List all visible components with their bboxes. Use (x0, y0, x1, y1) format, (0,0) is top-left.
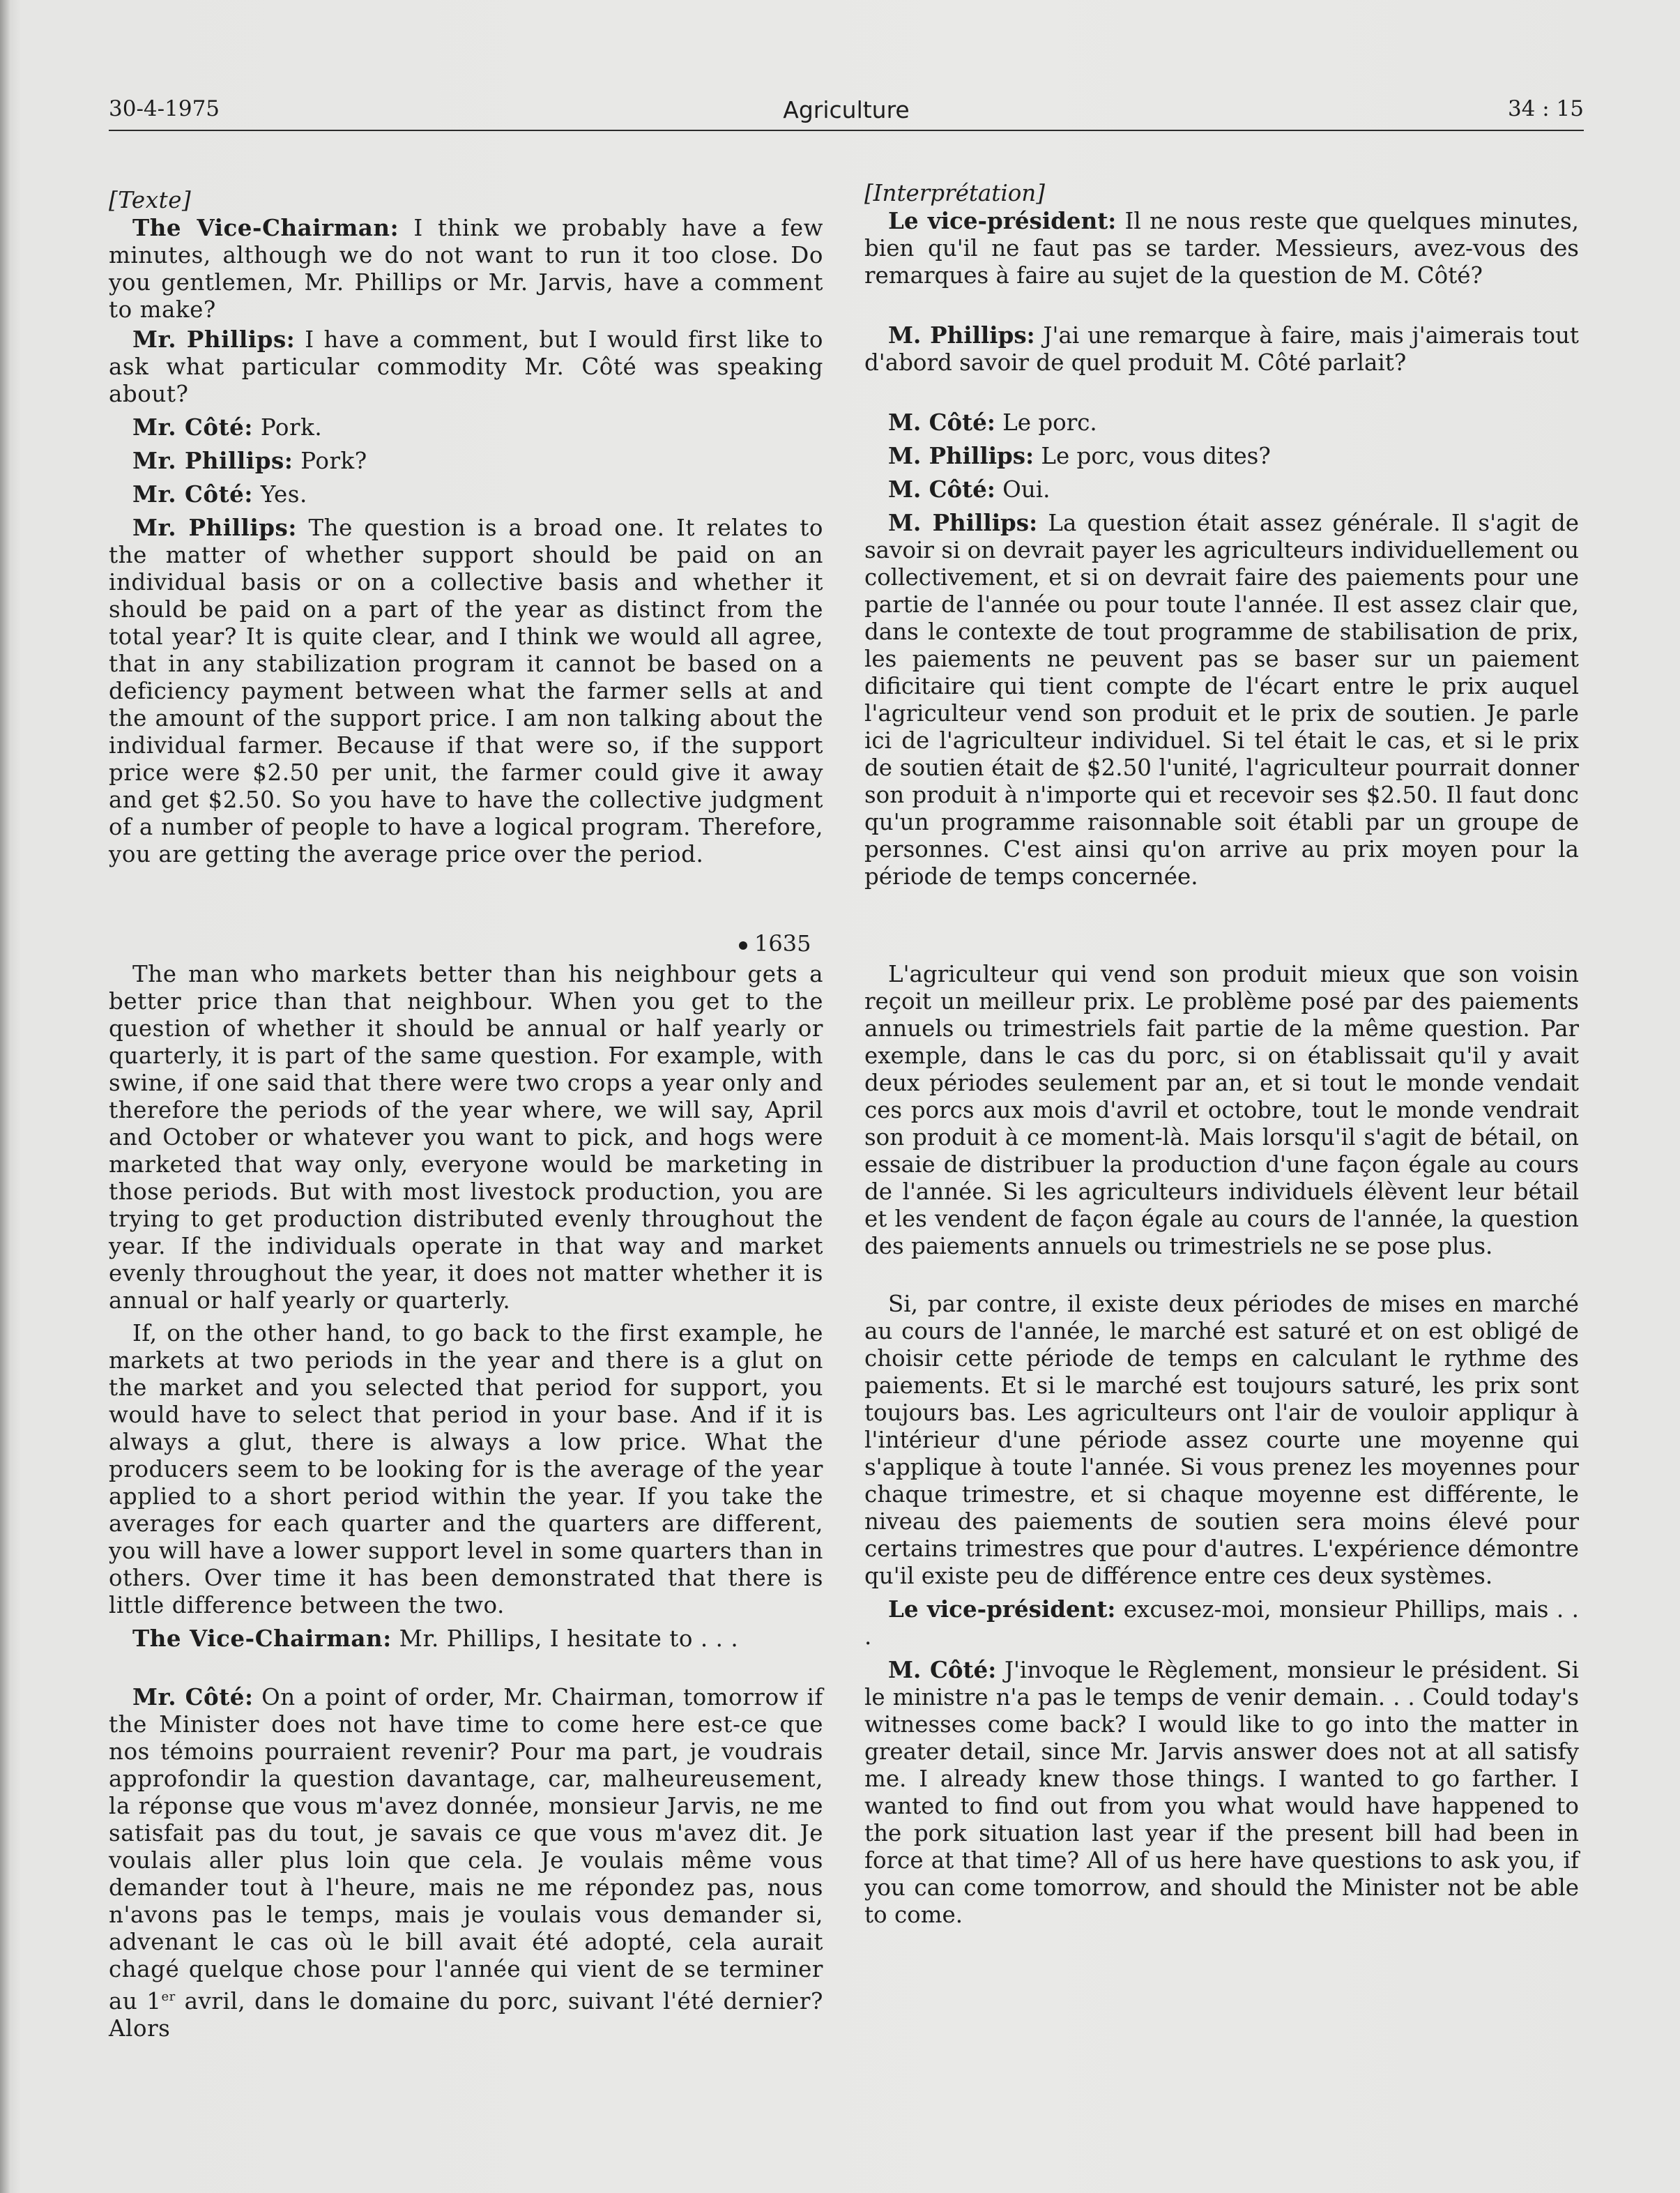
paragraph (864, 1291, 1579, 1590)
speaker-name: M. Côté: (888, 1656, 997, 1683)
paragraph (864, 321, 1579, 377)
paragraph (864, 1595, 1579, 1651)
speech-text: J'ai une remarque à faire, mais j'aimerais tout d'abord savoir de quel produit M. Côté parlait? (864, 322, 1579, 376)
superscript: er (161, 1989, 176, 2004)
speech-text: Yes. (252, 481, 307, 508)
speech-text: I think we probably have a few minutes, although we do not want to run it too close. Do you gentlemen, Mr. Phillips or Mr. Jarvis, have a comment to make? (109, 215, 823, 323)
speaker-name: Mr. Phillips: (132, 447, 293, 474)
speaker-name: Le vice-président: (888, 207, 1117, 234)
speech-text: The man who markets better than his neighbour gets a better price than that neighbour. When you get to the question of whether it should be annual or half yearly or quarterly, it is part of the same question. For example, with swine, if one said that there were two crops a year only and therefore the periods of the year where, we will say, April and October or whatever you want to pick, and hogs were marketed that way only, everyone would be marketing in those periods. But with most livestock production, you are trying to get production distributed evenly throughout the year. If the individuals operate in that way and market evenly throughout the year, it does not matter whether it is annual or half yearly or quarterly. (109, 961, 823, 1314)
speaker-name: M. Côté: (888, 476, 995, 503)
paragraph (864, 476, 1579, 503)
left-column-top (109, 187, 823, 868)
speaker-name: Mr. Phillips: (132, 326, 296, 353)
binding-edge (0, 0, 10, 2193)
speech-text: La question était assez générale. Il s'agit de savoir si on devrait payer les agriculteurs individuellement ou collectivement, et si on devrait faire des paiements pour une partie de l'année ou pour toute l'année. Il est assez clair que, dans le contexte de tout programme de stabilisation de prix, les paiements ne peuvent pas se baser sur un paiement dificitaire qui tient compte de l'écart entre le prix auquel l'agriculteur vend son produit et le prix de soutien. Je parle ici de l'agriculteur individuel. Si tel était le cas, et si le prix de soutien était de $2.50 l'unité, l'agriculteur pourrait donner son produit à n'importe qui et recevoir ses $2.50. Il faut donc qu'un programme raisonnable soit établi par un groupe de personnes. C'est ainsi qu'on arrive au prix moyen pour la période de temps concernée. (864, 510, 1580, 890)
speech-text: Mr. Phillips, I hesitate to . . . (391, 1625, 739, 1652)
paragraph (864, 1656, 1579, 1929)
running-header (109, 93, 1584, 130)
speech-text: Si, par contre, il existe deux périodes de mises en marché au cours de l'année, le marché est saturé et on est obligé de choisir cette période de temps en calculant le rythme des paiements. Et si le marché est toujours saturé, les prix sont toujours bas. Les agriculteurs ont l'air de vouloir appliqur à l'intérieur d'une période assez courte une moyenne qui s'applique à toute l'année. Si vous prenez les moyennes pour chaque trimestre, et si chaque moyenne est différente, le niveau des paiements de soutien sera moins élevé pour certains trimestres que pour d'autres. L'expérience démontre qu'il existe peu de différence entre ces deux systèmes. (864, 1291, 1579, 1589)
paragraph (109, 1683, 823, 2042)
bullet-icon (739, 941, 747, 950)
left-column-bottom (109, 961, 823, 2042)
header-rule (109, 130, 1584, 131)
speaker-name: Mr. Côté: (132, 413, 253, 441)
right-column-top (864, 180, 1579, 890)
speaker-name: M. Phillips: (888, 321, 1035, 349)
paragraph (109, 413, 823, 441)
speech-text: Le porc, vous dites? (1034, 443, 1271, 469)
speech-text: Pork. (252, 414, 323, 441)
paragraph (109, 1320, 823, 1619)
speaker-name: The Vice-Chairman: (132, 1625, 392, 1652)
speaker-name: M. Phillips: (888, 442, 1034, 469)
section-label: [Texte] (109, 187, 192, 213)
paragraph (109, 326, 823, 408)
paragraph (109, 214, 823, 324)
speech-text: excusez-moi, monsieur Phillips, mais . . . (864, 1596, 1579, 1650)
speaker-name: Mr. Côté: (132, 480, 253, 508)
speech-text: On a point of order, Mr. Chairman, tomorrow if the Minister does not have time to come here est-ce que nos témoins pourraient revenir? Pour ma part, je voudrais approfondir la question davantage, car, malheureusement, la réponse que vous m'avez donnée, monsieur Jarvis, ne me satisfait pas du tout, je savais ce que vous m'avez dit. Je voulais aller plus loin que cela. Je voulais même vous demander tout à l'heure, mais ne me répondez pas, nous n'avons pas le temps, mais je voulais vous demander si, advenant le cas où le bill avait été adopté, cela aurait chagé quelque chose pour l'année qui vient de se terminer au 1 (109, 1684, 823, 2014)
header-title: Agriculture (783, 96, 910, 123)
speaker-name: M. Phillips: (888, 509, 1038, 536)
speech-text: I have a comment, but I would first like to ask what particular commodity Mr. Côté was speaking about? (109, 326, 823, 407)
paragraph (864, 509, 1579, 890)
paragraph (864, 409, 1579, 437)
speaker-name: Le vice-président: (888, 1595, 1116, 1623)
speaker-name: The Vice-Chairman: (132, 214, 399, 241)
paragraph (109, 447, 823, 475)
header-page-number: 34 : 15 (1507, 96, 1584, 121)
speech-text: avril, dans le domaine du porc, suivant l'été dernier? Alors (109, 1987, 823, 2042)
speech-text: If, on the other hand, to go back to the first example, he markets at two periods in the year and there is a glut on the market and you selected that period for support, you would have to select that period in your base. And if it is always a glut, there is always a low price. What the producers seem to be looking for is the average of the year applied to a short period within the year. If you take the averages for each quarter and the quarters are different, you will have a lower support level in some quarters than in others. Over time it has been demonstrated that there is little difference between the two. (109, 1320, 823, 1618)
paragraph (109, 514, 823, 868)
header-date: 30-4-1975 (109, 96, 220, 121)
speech-text: Il ne nous reste que quelques minutes, bien qu'il ne faut pas se tarder. Messieurs, avez-vous des remarques à faire au sujet de la question de M. Côté? (864, 208, 1579, 289)
speech-text: The question is a broad one. It relates to the matter of whether support should be paid on an individual basis or on a collective basis and whether it should be paid on a part of the year as distinct from the total year? It is quite clear, and I think we would all agree, that in any stabilization program it cannot be based on a deficiency payment between what the farmer sells at and the amount of the support price. I am non talking about the individual farmer. Because if that were so, if the support price were $2.50 per unit, the farmer could give it away and get $2.50. So you have to have the collective judgment of a number of people to have a logical program. Therefore, you are getting the average price over the period. (109, 515, 823, 867)
section-label: [Interprétation] (864, 180, 1045, 206)
speaker-name: M. Côté: (888, 409, 995, 436)
speaker-name: Mr. Phillips: (132, 514, 297, 541)
right-column-bottom (864, 961, 1579, 1929)
speaker-name: Mr. Côté: (132, 1683, 254, 1710)
speech-text: Oui. (995, 476, 1051, 503)
speech-text: L'agriculteur qui vend son produit mieux que son voisin reçoit un meilleur prix. Le problème posé par des paiements annuels ou trimestriels fait partie de la même question. Par exemple, dans le cas du porc, si on établissait qu'il y avait deux périodes seulement par an, et si tout le monde vendait ces porcs aux mois d'avril et octobre, tout le monde vendrait son produit à ce moment-là. Mais lorsqu'il s'agit de bétail, on essaie de distribuer la production d'une façon égale au cours de l'année. Si les agriculteurs individuels élèvent leur bétail et les vendent de façon égale au cours de l'année, la question des paiements annuels ou trimestriels ne se pose plus. (864, 961, 1579, 1259)
speech-text: Pork? (293, 448, 367, 474)
speech-text: Le porc. (995, 409, 1097, 436)
paragraph (109, 961, 823, 1314)
speech-text: J'invoque le Règlement, monsieur le président. Si le ministre n'a pas le temps de venir demain. . . Could today's witnesses come back? I would like to go into the matter in greater detail, since Mr. Jarvis answer does not at all satisfy me. I already knew those things. I wanted to go farther. I wanted to find out from you what would have happened to the pork situation last year if the present bill had been in force at that time? All of us here have questions to ask you, if you can come tomorrow, and should the Minister not be able to come. (864, 1657, 1579, 1928)
paragraph (864, 442, 1579, 470)
paragraph (109, 480, 823, 508)
paragraph (109, 1625, 823, 1653)
paragraph (864, 961, 1579, 1260)
paragraph (864, 207, 1579, 289)
time-marker: 1635 (739, 930, 811, 957)
